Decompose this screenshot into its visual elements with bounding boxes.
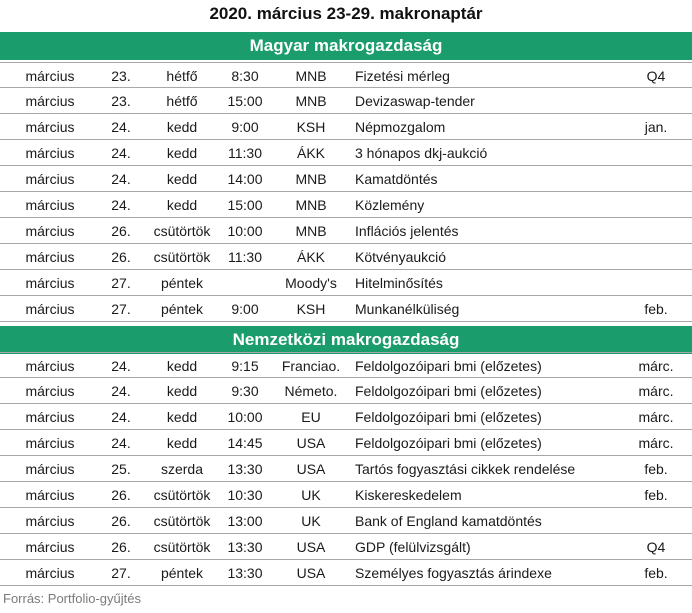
cell-event: Kötvényaukció (355, 249, 447, 265)
cell-weekday: kedd (166, 383, 198, 399)
cell-month: március (25, 197, 75, 213)
cell-month: március (25, 119, 75, 135)
cell-event: Közlemény (355, 197, 425, 213)
table-row (0, 166, 692, 192)
table-row (0, 244, 692, 270)
cell-source: USA (296, 565, 326, 581)
table-hungarian (0, 62, 692, 322)
cell-event: Bank of England kamatdöntés (355, 513, 542, 529)
source-note: Forrás: Portfolio-gyűjtés (3, 591, 141, 606)
cell-event: Feldolgozóipari bmi (előzetes) (355, 409, 542, 425)
cell-weekday: kedd (166, 358, 198, 374)
cell-day: 27. (111, 565, 131, 581)
cell-time: 11:30 (228, 249, 262, 265)
cell-time: 15:00 (227, 93, 263, 109)
cell-time: 14:00 (227, 171, 263, 187)
cell-day: 27. (111, 301, 131, 317)
cell-period: feb. (644, 461, 668, 477)
cell-period: feb. (644, 487, 668, 503)
cell-period (620, 270, 692, 295)
cell-source: UK (301, 513, 321, 529)
cell-month: március (25, 223, 75, 239)
page-title: 2020. március 23-29. makronaptár (209, 4, 483, 23)
section-heading-international: Nemzetközi makrogazdaság (0, 326, 692, 354)
cell-event: Hitelminősítés (355, 275, 443, 291)
cell-day: 24. (111, 383, 131, 399)
cell-event: Fizetési mérleg (355, 68, 450, 84)
cell-weekday: péntek (160, 301, 204, 317)
cell-weekday: csütörtök (153, 249, 211, 265)
cell-weekday: kedd (166, 409, 198, 425)
cell-period (620, 508, 692, 533)
table-row (0, 270, 692, 296)
cell-day: 24. (111, 409, 131, 425)
cell-time: 8:30 (231, 68, 259, 84)
table-row (0, 218, 692, 244)
cell-weekday: kedd (166, 119, 198, 135)
cell-event: Kiskereskedelem (355, 487, 462, 503)
cell-day: 26. (111, 249, 131, 265)
table-row (0, 560, 692, 586)
table-row (0, 140, 692, 166)
cell-weekday: csütörtök (153, 487, 211, 503)
cell-source: KSH (296, 301, 326, 317)
cell-time: 13:30 (227, 461, 263, 477)
cell-period: márc. (638, 435, 674, 451)
section-heading-hungarian: Magyar makrogazdaság (0, 32, 692, 60)
cell-time: 11:30 (228, 145, 262, 161)
cell-day: 24. (111, 171, 131, 187)
table-row (0, 88, 692, 114)
cell-weekday: csütörtök (153, 539, 211, 555)
cell-weekday: kedd (166, 145, 198, 161)
cell-weekday: kedd (166, 171, 198, 187)
cell-weekday: péntek (160, 275, 204, 291)
cell-period (620, 140, 692, 165)
cell-month: március (25, 249, 75, 265)
table-row (0, 534, 692, 560)
cell-weekday: hétfő (166, 93, 198, 109)
cell-day: 27. (111, 275, 131, 291)
cell-event: Tartós fogyasztási cikkek rendelése (355, 461, 576, 477)
cell-event: Feldolgozóipari bmi (előzetes) (355, 358, 542, 374)
cell-event: Munkanélküliség (355, 301, 460, 317)
cell-month: március (25, 487, 75, 503)
cell-source: USA (296, 539, 326, 555)
cell-month: március (25, 539, 75, 555)
cell-source: USA (296, 461, 326, 477)
cell-period (620, 166, 692, 191)
table-row (0, 192, 692, 218)
cell-source: Németo. (284, 383, 338, 399)
cell-source: MNB (295, 93, 327, 109)
cell-period: Q4 (646, 68, 666, 84)
cell-event: Devizaswap-tender (355, 93, 475, 109)
table-international (0, 352, 692, 586)
cell-source: MNB (295, 171, 327, 187)
cell-period: Q4 (646, 539, 666, 555)
cell-weekday: kedd (166, 197, 198, 213)
table-row (0, 508, 692, 534)
cell-event: Inflációs jelentés (355, 223, 459, 239)
table-row (0, 114, 692, 140)
cell-day: 26. (111, 513, 131, 529)
cell-month: március (25, 435, 75, 451)
cell-day: 23. (111, 93, 131, 109)
cell-weekday: csütörtök (153, 513, 211, 529)
cell-month: március (25, 275, 75, 291)
cell-time: 10:30 (227, 487, 263, 503)
cell-source: USA (296, 435, 326, 451)
table-row (0, 352, 692, 378)
cell-month: március (25, 93, 75, 109)
cell-source: UK (301, 487, 321, 503)
table-row (0, 404, 692, 430)
cell-month: március (25, 358, 75, 374)
cell-day: 26. (111, 223, 131, 239)
cell-source: KSH (296, 119, 326, 135)
cell-month: március (25, 171, 75, 187)
cell-month: március (25, 68, 75, 84)
cell-weekday: kedd (166, 435, 198, 451)
cell-time: 13:30 (227, 565, 263, 581)
cell-period (620, 218, 692, 243)
cell-time: 14:45 (227, 435, 263, 451)
cell-time: 13:30 (227, 539, 263, 555)
cell-day: 24. (111, 119, 131, 135)
cell-period (620, 192, 692, 217)
cell-period (620, 88, 692, 113)
table-row (0, 62, 692, 88)
cell-event: Feldolgozóipari bmi (előzetes) (355, 383, 542, 399)
cell-event: GDP (felülvizsgált) (355, 539, 471, 555)
cell-weekday: péntek (160, 565, 204, 581)
cell-event: Népmozgalom (355, 119, 446, 135)
cell-time: 9:00 (231, 301, 259, 317)
cell-day: 24. (111, 358, 131, 374)
cell-source: Franciao. (281, 358, 341, 374)
cell-month: március (25, 409, 75, 425)
cell-source: ÁKK (296, 145, 325, 161)
cell-event: 3 hónapos dkj-aukció (355, 145, 488, 161)
cell-source: MNB (295, 68, 327, 84)
cell-time (222, 270, 268, 295)
cell-event: Feldolgozóipari bmi (előzetes) (355, 435, 542, 451)
cell-month: március (25, 383, 75, 399)
cell-time: 9:15 (231, 358, 259, 374)
cell-event: Személyes fogyasztás árindexe (355, 565, 552, 581)
cell-period: feb. (644, 565, 668, 581)
cell-time: 10:00 (227, 223, 263, 239)
cell-weekday: szerda (160, 461, 204, 477)
table-row (0, 456, 692, 482)
table-row (0, 482, 692, 508)
cell-time: 13:00 (227, 513, 263, 529)
table-row (0, 378, 692, 404)
cell-month: március (25, 565, 75, 581)
cell-weekday: csütörtök (153, 223, 211, 239)
cell-month: március (25, 301, 75, 317)
cell-day: 25. (111, 461, 131, 477)
cell-source: MNB (295, 197, 327, 213)
cell-day: 26. (111, 539, 131, 555)
cell-time: 9:30 (231, 383, 259, 399)
cell-time: 10:00 (227, 409, 263, 425)
cell-day: 24. (111, 435, 131, 451)
cell-day: 24. (111, 197, 131, 213)
cell-month: március (25, 145, 75, 161)
cell-day: 23. (111, 68, 131, 84)
cell-period: jan. (644, 119, 668, 135)
cell-time: 9:00 (231, 119, 259, 135)
cell-source: EU (301, 409, 321, 425)
cell-month: március (25, 513, 75, 529)
table-row (0, 296, 692, 322)
cell-source: Moody's (285, 275, 337, 291)
cell-day: 26. (111, 487, 131, 503)
cell-weekday: hétfő (166, 68, 198, 84)
cell-period: márc. (638, 358, 674, 374)
cell-period (620, 244, 692, 269)
cell-time: 15:00 (227, 197, 263, 213)
cell-month: március (25, 461, 75, 477)
cell-period: feb. (644, 301, 668, 317)
cell-source: MNB (295, 223, 327, 239)
cell-event: Kamatdöntés (355, 171, 438, 187)
cell-day: 24. (111, 145, 131, 161)
cell-source: ÁKK (296, 249, 325, 265)
cell-period: márc. (638, 383, 674, 399)
table-row (0, 430, 692, 456)
cell-period: márc. (638, 409, 674, 425)
